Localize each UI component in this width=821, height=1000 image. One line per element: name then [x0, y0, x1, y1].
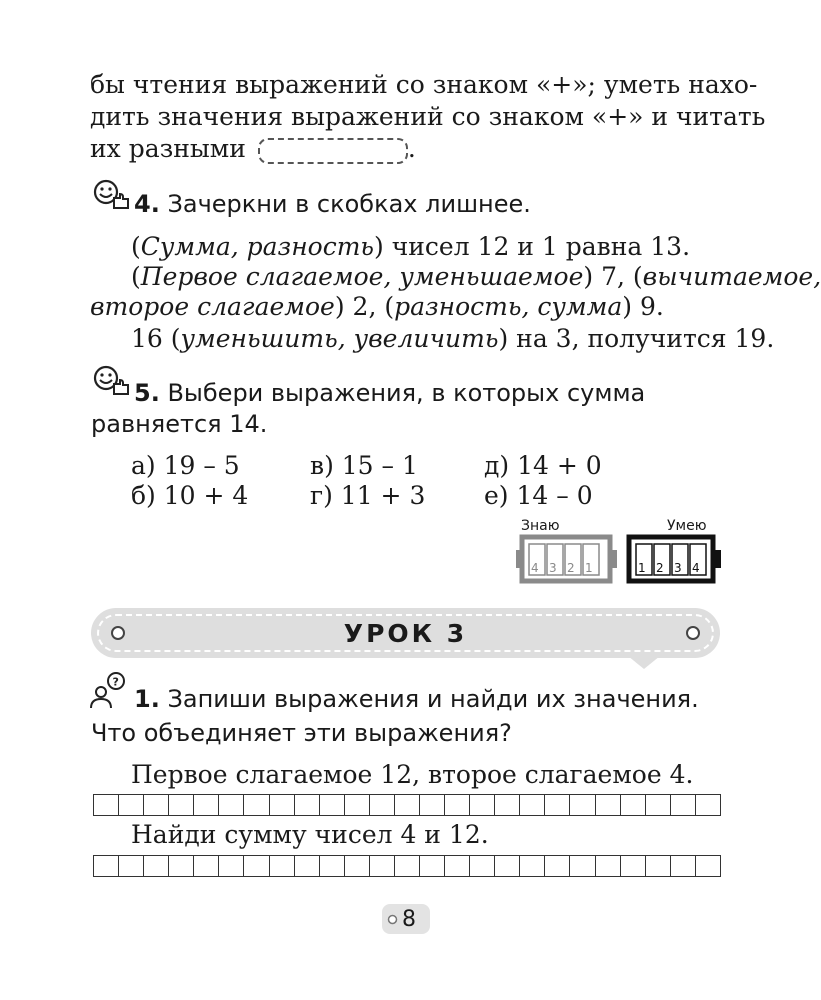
- task-5-number: 5.: [134, 379, 160, 407]
- know-battery-icon[interactable]: [516, 535, 618, 583]
- answer-cell[interactable]: [419, 855, 444, 877]
- answer-cell[interactable]: [444, 855, 469, 877]
- task-5-heading: [134, 378, 645, 408]
- t4-l3-b: ) 2, (: [334, 292, 395, 321]
- answer-cell[interactable]: [243, 855, 268, 877]
- lesson-prompt-1: Первое слагаемое 12, второе слагаемое 4.: [131, 760, 694, 789]
- answer-cell[interactable]: [469, 794, 494, 816]
- t4-l4-a: 16 (: [131, 324, 181, 353]
- answer-cell[interactable]: [670, 794, 695, 816]
- answer-cell[interactable]: [444, 794, 469, 816]
- answer-cell[interactable]: [645, 855, 670, 877]
- know-label: Знаю: [521, 518, 560, 534]
- page-number-badge: [382, 904, 430, 934]
- answer-cell[interactable]: [469, 855, 494, 877]
- banner-pointer-icon: [628, 656, 660, 670]
- option-a[interactable]: а) 19 – 5: [131, 451, 240, 480]
- answer-cell[interactable]: [193, 855, 218, 877]
- task-4-title: Зачеркни в скобках лишнее.: [167, 190, 531, 218]
- task-4-line-3: [90, 292, 664, 322]
- answer-cell[interactable]: [269, 855, 294, 877]
- lesson-task-1-title-2: Что объединяет эти выражения?: [91, 719, 512, 747]
- t4-l2-c: ) 7, (: [583, 262, 643, 291]
- answer-cell[interactable]: [319, 794, 344, 816]
- t4-l4-c: ) на 3, получится 19.: [498, 324, 775, 353]
- answer-cell[interactable]: [193, 794, 218, 816]
- answer-cell[interactable]: [569, 855, 594, 877]
- t4-l3-a: второе слагаемое: [90, 292, 335, 321]
- answer-cell[interactable]: [695, 794, 721, 816]
- answer-cell[interactable]: [294, 794, 319, 816]
- answer-cell[interactable]: [143, 855, 168, 877]
- intro-line-1: бы чтения выражений со знаком «+»; уметь нахо-: [90, 70, 758, 99]
- person-question-icon: [88, 670, 130, 712]
- answer-cell[interactable]: [544, 855, 569, 877]
- can-cell-4: 4: [692, 561, 700, 575]
- option-b[interactable]: б) 10 + 4: [131, 481, 249, 510]
- t4-l2-a: (: [131, 262, 141, 291]
- svg-text:?: ?: [112, 675, 119, 689]
- option-g[interactable]: г) 11 + 3: [310, 481, 426, 510]
- task-4-line-4: [131, 324, 774, 354]
- lesson-task-1-heading: [134, 684, 699, 714]
- answer-grid-2[interactable]: [93, 855, 721, 877]
- answer-cell[interactable]: [544, 794, 569, 816]
- answer-cell[interactable]: [118, 794, 143, 816]
- answer-cell[interactable]: [93, 855, 118, 877]
- answer-cell[interactable]: [118, 855, 143, 877]
- know-cell-1: 4: [531, 561, 539, 575]
- answer-cell[interactable]: [394, 855, 419, 877]
- answer-cell[interactable]: [344, 855, 369, 877]
- know-cell-3: 2: [567, 561, 575, 575]
- page-dot-icon: [387, 914, 398, 925]
- intro-line-3-text: их разными: [90, 134, 246, 163]
- answer-cell[interactable]: [494, 794, 519, 816]
- t4-l1-italic: Сумма, разность: [140, 232, 375, 261]
- lesson-task-1-number: 1.: [134, 685, 160, 713]
- option-v[interactable]: в) 15 – 1: [310, 451, 418, 480]
- task-5-title-2: равняется 14.: [91, 410, 268, 438]
- can-battery-icon[interactable]: [627, 535, 723, 583]
- answer-grid-1[interactable]: [93, 794, 721, 816]
- answer-cell[interactable]: [218, 855, 243, 877]
- lesson-prompt-2: Найди сумму чисел 4 и 12.: [131, 820, 489, 849]
- t4-l3-d: ) 9.: [622, 292, 664, 321]
- lesson-title: УРОК 3: [343, 619, 468, 648]
- can-cell-2: 2: [656, 561, 664, 575]
- answer-cell[interactable]: [294, 855, 319, 877]
- answer-cell[interactable]: [369, 855, 394, 877]
- t4-l3-c: разность, сумма: [394, 292, 623, 321]
- answer-cell[interactable]: [394, 794, 419, 816]
- answer-cell[interactable]: [93, 794, 118, 816]
- answer-cell[interactable]: [620, 794, 645, 816]
- answer-blank[interactable]: [258, 138, 408, 164]
- answer-cell[interactable]: [319, 855, 344, 877]
- answer-cell[interactable]: [595, 855, 620, 877]
- t4-l2-b: Первое слагаемое, уменьшаемое: [140, 262, 584, 291]
- task-4-number: 4.: [134, 190, 160, 218]
- page-number: 8: [402, 907, 416, 932]
- answer-cell[interactable]: [168, 794, 193, 816]
- answer-cell[interactable]: [168, 855, 193, 877]
- answer-cell[interactable]: [569, 794, 594, 816]
- know-cell-4: 1: [585, 561, 593, 575]
- answer-cell[interactable]: [670, 855, 695, 877]
- answer-cell[interactable]: [269, 794, 294, 816]
- smiley-thumb-icon: [92, 364, 132, 398]
- task-4-heading: [134, 189, 531, 219]
- answer-cell[interactable]: [645, 794, 670, 816]
- can-label: Умею: [667, 518, 707, 534]
- can-cell-1: 1: [638, 561, 646, 575]
- answer-cell[interactable]: [494, 855, 519, 877]
- answer-cell[interactable]: [344, 794, 369, 816]
- answer-cell[interactable]: [695, 855, 721, 877]
- task-5-title-1: Выбери выражения, в которых сумма: [167, 379, 646, 407]
- t4-l2-d: вычитаемое,: [642, 262, 821, 291]
- option-e[interactable]: е) 14 – 0: [484, 481, 593, 510]
- answer-cell[interactable]: [419, 794, 444, 816]
- t4-l1-rest: ) чисел 12 и 1 равна 13.: [374, 232, 691, 261]
- answer-cell[interactable]: [595, 794, 620, 816]
- smiley-thumb-icon: [92, 178, 132, 212]
- option-d[interactable]: д) 14 + 0: [484, 451, 602, 480]
- lesson-banner: [91, 608, 720, 658]
- task-4-line-1: [131, 232, 690, 262]
- intro-line-3: [90, 134, 416, 164]
- can-cell-3: 3: [674, 561, 682, 575]
- answer-cell[interactable]: [620, 855, 645, 877]
- task-4-line-2: [131, 262, 821, 292]
- t4-l1-paren: (: [131, 232, 141, 261]
- answer-cell[interactable]: [243, 794, 268, 816]
- know-cell-2: 3: [549, 561, 557, 575]
- answer-cell[interactable]: [519, 794, 544, 816]
- intro-line-2: дить значения выражений со знаком «+» и читать: [90, 102, 766, 131]
- lesson-task-1-title-1: Запиши выражения и найди их значения.: [167, 685, 699, 713]
- answer-cell[interactable]: [519, 855, 544, 877]
- answer-cell[interactable]: [143, 794, 168, 816]
- t4-l4-b: уменьшить, увеличить: [180, 324, 499, 353]
- answer-cell[interactable]: [369, 794, 394, 816]
- answer-cell[interactable]: [218, 794, 243, 816]
- intro-line-3-end: .: [407, 134, 416, 163]
